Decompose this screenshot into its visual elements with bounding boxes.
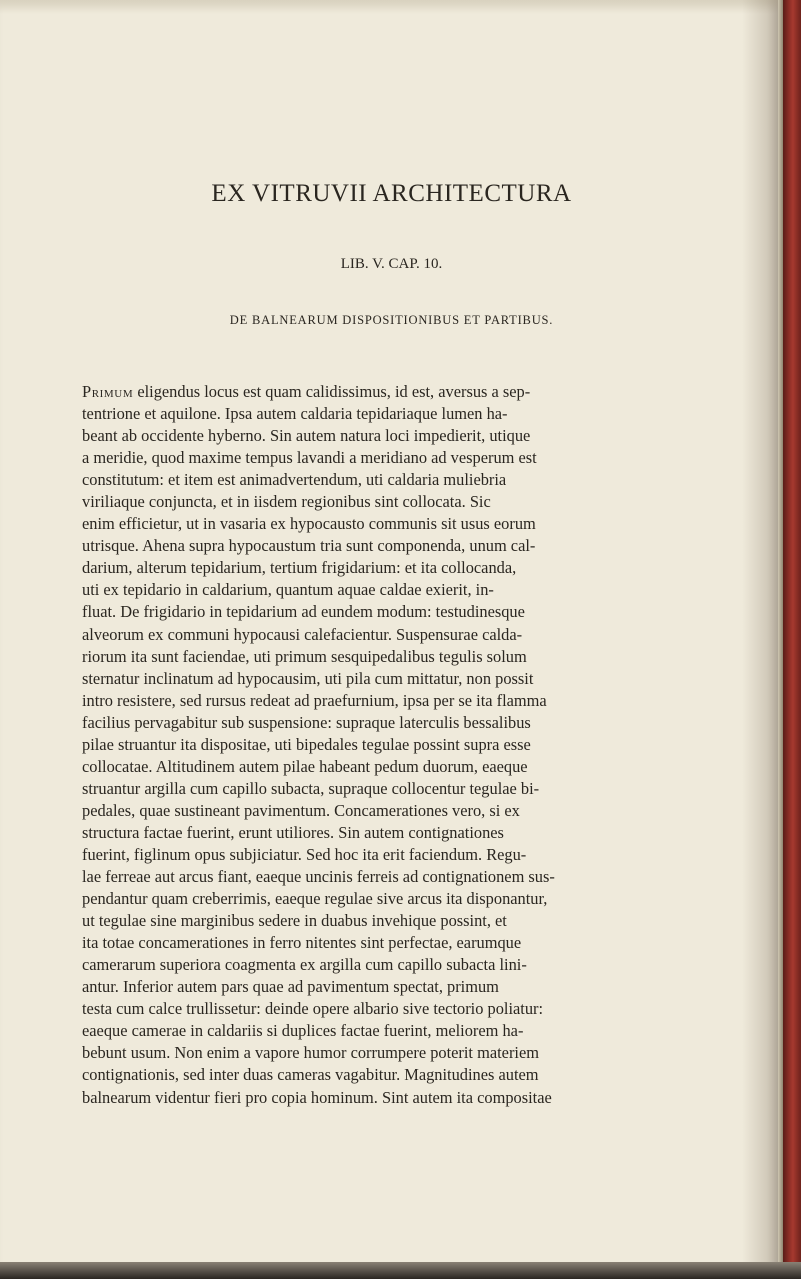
text-line: fluat. De frigidario in tepidarium ad eundem modum: testudinesque — [82, 602, 525, 622]
text-line: riorum ita sunt faciendae, uti primum sesquipedalibus tegulis solum — [82, 646, 527, 666]
text-line: struantur argilla cum capillo subacta, supraque collocentur tegulae bi- — [82, 778, 540, 798]
book-chapter-reference: LIB. V. CAP. 10. — [340, 256, 443, 272]
text-line: eaeque camerae in caldariis si duplices factae fuerint, meliorem ha- — [82, 1021, 524, 1041]
text-line: balnearum videntur fieri pro copia hominum. Sint autem ita compositae — [82, 1087, 552, 1107]
text-line: pilae struantur ita dispositae, uti bipedales tegulae possint supra esse — [82, 734, 531, 754]
page-title: EX VITRUVII ARCHITECTURA — [211, 180, 572, 207]
text-line: viriliaque conjuncta, et in iisdem regionibus sint collocata. Sic — [82, 492, 491, 512]
text-line: lae ferreae aut arcus fiant, eaeque uncinis ferreis ad contignationem sus- — [82, 867, 555, 887]
text-line: alveorum ex communi hypocausi calefacientur. Suspensurae calda- — [82, 624, 523, 644]
book-spine — [783, 0, 801, 1279]
text-line: pedales, quae sustineant pavimentum. Concamerationes vero, si ex — [82, 800, 520, 820]
text-line: a meridie, quod maxime tempus lavandi a meridiano ad vesperum est — [82, 448, 537, 468]
text-line: antur. Inferior autem pars quae ad pavimentum spectat, primum — [82, 977, 499, 997]
text-line: beant ab occidente hyberno. Sin autem natura loci impedierit, utique — [82, 426, 531, 446]
page-gutter-shadow — [742, 0, 783, 1279]
text-line: ita totae concamerationes in ferro nitentes sint perfectae, earumque — [82, 933, 522, 953]
text-line: fuerint, figlinum opus subjiciatur. Sed hoc ita erit faciendum. Regu- — [82, 844, 527, 864]
text-line: bebunt usum. Non enim a vapore humor corrumpere poterit materiem — [82, 1043, 539, 1063]
text-line: tentrione et aquilone. Ipsa autem caldaria tepidariaque lumen ha- — [82, 404, 508, 424]
text-line: utrisque. Ahena supra hypocaustum tria sunt componenda, unum cal- — [82, 536, 536, 556]
text-line: testa cum calce trullissetur: deinde opere albario sive tectorio poliatur: — [82, 999, 544, 1019]
chapter-heading: DE BALNEARUM DISPOSITIONIBUS ET PARTIBUS. — [229, 313, 554, 327]
text-line: contignationis, sed inter duas cameras vagabitur. Magnitudines autem — [82, 1065, 539, 1085]
page-top-shadow — [0, 0, 783, 14]
text-line: uti ex tepidario in caldarium, quantum aquae caldae exierit, in- — [82, 580, 494, 600]
opening-word: Primum — [82, 382, 134, 401]
text-line-rest: eligendus locus est quam calidissimus, id est, aversus a sep- — [133, 382, 531, 401]
text-line: sternatur inclinatum ad hypocausim, uti pila cum mittatur, non possit — [82, 668, 534, 688]
text-line: collocatae. Altitudinem autem pilae habeant pedum duorum, eaeque — [82, 756, 528, 776]
text-line: structura factae fuerint, erunt utiliores. Sin autem contignationes — [82, 822, 504, 842]
bottom-shadow — [0, 1262, 801, 1279]
text-line: facilius pervagabitur sub suspensione: supraque laterculis bessalibus — [82, 712, 531, 732]
text-line: constitutum: et item est animadvertendum, uti caldaria muliebria — [82, 470, 507, 490]
text-line — [82, 381, 752, 403]
text-line: ut tegulae sine marginibus sedere in duabus invehique possint, et — [82, 911, 507, 931]
text-line: camerarum superiora coagmenta ex argilla cum capillo subacta lini- — [82, 955, 527, 975]
text-line: intro resistere, sed rursus redeat ad praefurnium, ipsa per se ita flamma — [82, 690, 547, 710]
text-line: enim efficietur, ut in vasaria ex hypocausto communis sit usus eorum — [82, 514, 536, 534]
text-line: pendantur quam creberrimis, eaeque regulae sive arcus ita disponantur, — [82, 889, 548, 909]
body-text — [82, 381, 752, 1109]
text-line: darium, alterum tepidarium, tertium frigidarium: et ita collocanda, — [82, 558, 517, 578]
